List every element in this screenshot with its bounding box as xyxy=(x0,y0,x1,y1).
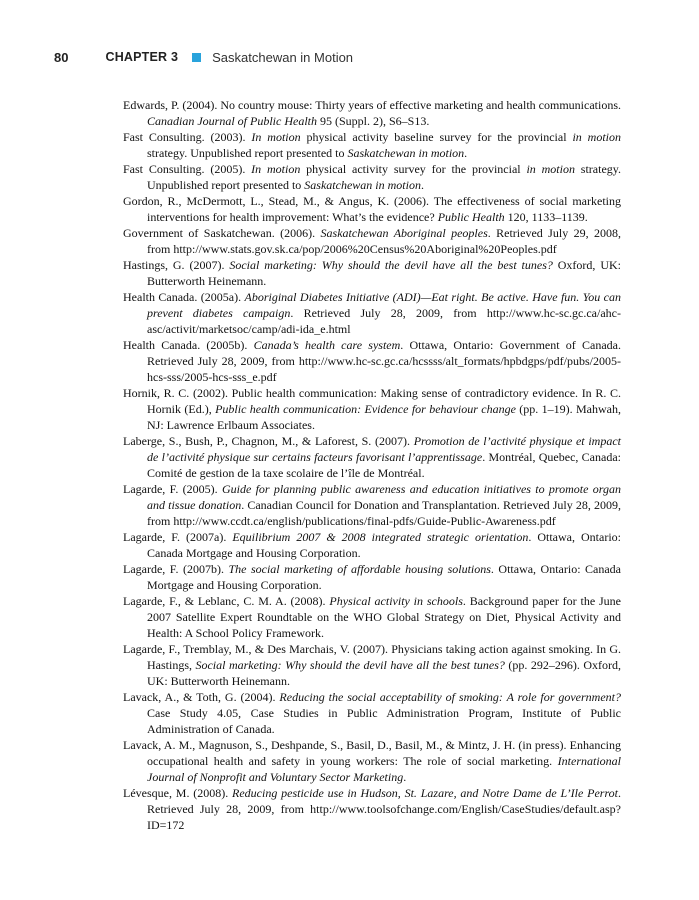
reference-text: . xyxy=(403,770,407,784)
reference-italic-text: Promotion de l’activité physique et impact de l’activité physique sur certains facteurs favorisant l’apprentissage xyxy=(147,434,621,464)
reference-text: Lavack, A., & Toth, G. (2004). xyxy=(123,690,280,704)
reference-entry xyxy=(123,289,621,337)
reference-text: Fast Consulting. (2003). xyxy=(123,130,252,144)
reference-text: Laberge, S., Bush, P., Chagnon, M., & Laforest, S. (2007). xyxy=(123,434,414,448)
reference-italic-text: International Journal of Nonprofit and Voluntary Sector Marketing xyxy=(147,754,621,784)
reference-entry xyxy=(123,97,621,129)
reference-text: 120, 1133–1139. xyxy=(504,210,588,224)
reference-italic-text: The social marketing of affordable housing solutions xyxy=(228,562,491,576)
reference-entry xyxy=(123,129,621,161)
reference-italic-text: Canada’s health care system xyxy=(253,338,401,352)
reference-text: . Ottawa, Ontario: Canada Mortgage and Housing Corporation. xyxy=(147,530,621,560)
reference-text: 95 (Suppl. 2), S6–S13. xyxy=(317,114,430,128)
reference-entry xyxy=(123,337,621,385)
reference-italic-text: Saskatchewan in motion xyxy=(304,178,421,192)
reference-text: . Ottawa, Ontario: Canada Mortgage and Housing Corporation. xyxy=(147,562,621,592)
reference-italic-text: Canadian Journal of Public Health xyxy=(147,114,317,128)
reference-entry xyxy=(123,689,621,737)
reference-entry xyxy=(123,481,621,529)
reference-entry xyxy=(123,385,621,433)
reference-entry xyxy=(123,529,621,561)
reference-text: physical activity survey for the provincial xyxy=(300,162,527,176)
reference-text: physical activity baseline survey for the provincial xyxy=(300,130,573,144)
reference-italic-text: Reducing the social acceptability of smoking: A role for government? xyxy=(279,690,622,704)
chapter-label: CHAPTER 3 xyxy=(105,50,179,64)
reference-list xyxy=(123,97,621,833)
reference-text: Fast Consulting. (2005). xyxy=(123,162,252,176)
reference-text: (pp. 1–19). Mahwah, NJ: Lawrence Erlbaum Associates. xyxy=(147,402,622,432)
reference-text: Oxford, UK: Butterworth Heinemann. xyxy=(147,258,621,288)
reference-entry xyxy=(123,433,621,481)
reference-italic-text: Equilibrium 2007 & 2008 integrated strategic orientation xyxy=(232,530,529,544)
reference-italic-text: Physical activity in schools xyxy=(329,594,463,608)
reference-text: Gordon, R., McDermott, L., Stead, M., & Angus, K. (2006). The effectiveness of social marketing interventions for health improvement: What’s the evidence? xyxy=(123,194,621,224)
reference-text: Lagarde, F. (2007b). xyxy=(123,562,229,576)
reference-text: . Retrieved July 28, 2009, from http://www.hc-sc.gc.ca/ahc-asc/activit/marketsoc/camp/adi-ida_e.html xyxy=(147,306,621,336)
reference-text: Hornik, R. C. (2002). Public health communication: Making sense of contradictory evidence. In R. C. Hornik (Ed.), xyxy=(123,386,621,416)
reference-italic-text: in motion xyxy=(526,162,575,176)
reference-entry xyxy=(123,641,621,689)
page-number: 80 xyxy=(54,49,69,65)
reference-italic-text: Public Health xyxy=(437,210,505,224)
reference-entry xyxy=(123,561,621,593)
reference-text: . Ottawa, Ontario: Government of Canada. Retrieved July 28, 2009, from http://www.hc-sc.gc.ca/hcssss/alt_formats/hpbdgps/pdf/pubs/2005-hcs-sss/2005-hcs-sss_e.pdf xyxy=(147,338,621,384)
reference-text: Lagarde, F. (2005). xyxy=(123,482,222,496)
reference-text: strategy. Unpublished report presented to xyxy=(147,162,621,192)
reference-text: Health Canada. (2005b). xyxy=(123,338,254,352)
reference-text: Case Study 4.05, Case Studies in Public Administration Program, Institute of Public Administration of Canada. xyxy=(147,706,621,736)
reference-text: . Canadian Council for Donation and Transplantation. Retrieved July 28, 2009, from http://www.ccdt.ca/english/publications/final-pdfs/Guide-Public-Awareness.pdf xyxy=(147,498,621,528)
reference-text: . xyxy=(420,178,424,192)
reference-text: . Retrieved July 29, 2008, from http://www.stats.gov.sk.ca/pop/2006%20Census%20Aboriginal%20Peoples.pdf xyxy=(147,226,621,256)
reference-text: strategy. Unpublished report presented to xyxy=(147,146,348,160)
reference-entry xyxy=(123,785,621,833)
reference-text: Lagarde, F., Tremblay, M., & Des Marchais, V. (2007). Physicians taking action against smoking. In G. Hastings, xyxy=(123,642,621,672)
reference-italic-text: Saskatchewan in motion xyxy=(347,146,465,160)
reference-italic-text: Guide for planning public awareness and education initiatives to promote organ and tissue donation xyxy=(147,482,621,512)
reference-text: . Background paper for the June 2007 Satellite Expert Roundtable on the WHO Global Strategy on Diet, Physical Activity and Health: A School Policy Framework. xyxy=(147,594,621,640)
reference-italic-text: Reducing pesticide use in Hudson, St. Lazare, and Notre Dame de L’Ile Perrot xyxy=(232,786,619,800)
reference-text: Hastings, G. (2007). xyxy=(123,258,230,272)
reference-italic-text: Saskatchewan Aboriginal peoples xyxy=(320,226,488,240)
reference-italic-text: Public health communication: Evidence for behaviour change xyxy=(215,402,516,416)
reference-entry xyxy=(123,737,621,785)
reference-text: Government of Saskatchewan. (2006). xyxy=(123,226,321,240)
reference-italic-text: In motion xyxy=(251,162,301,176)
reference-text: . Retrieved July 28, 2009, from http://www.toolsofchange.com/English/CaseStudies/default.asp?ID=172 xyxy=(147,786,622,832)
reference-italic-text: in motion xyxy=(572,130,622,144)
reference-italic-text: Aboriginal Diabetes Initiative (ADI)—Eat right. Be active. Have fun. You can prevent diabetes campaign xyxy=(147,290,621,320)
reference-entry xyxy=(123,193,621,225)
reference-italic-text: In motion xyxy=(251,130,301,144)
reference-text: Lavack, A. M., Magnuson, S., Deshpande, S., Basil, D., Basil, M., & Mintz, J. H. (in press). Enhancing occupational health and safety in young workers: The role of social marketing. xyxy=(123,738,621,768)
reference-entry xyxy=(123,593,621,641)
reference-entry xyxy=(123,257,621,289)
reference-text: Lévesque, M. (2008). xyxy=(123,786,233,800)
reference-text: Lagarde, F. (2007a). xyxy=(123,530,233,544)
section-title: Saskatchewan in Motion xyxy=(212,49,354,65)
reference-text: Health Canada. (2005a). xyxy=(123,290,245,304)
reference-italic-text: Social marketing: Why should the devil have all the best tunes? xyxy=(195,658,505,672)
reference-italic-text: Social marketing: Why should the devil have all the best tunes? xyxy=(229,258,553,272)
reference-entry xyxy=(123,161,621,193)
reference-text: Lagarde, F., & Leblanc, C. M. A. (2008). xyxy=(123,594,330,608)
chapter-marker-square xyxy=(192,53,201,62)
reference-text: Edwards, P. (2004). No country mouse: Thirty years of effective marketing and health communications. xyxy=(123,98,621,112)
reference-text: . xyxy=(464,146,468,160)
reference-text: (pp. 292–296). Oxford, UK: Butterworth Heinemann. xyxy=(147,658,622,688)
page-header xyxy=(54,47,659,67)
reference-text: . Montréal, Quebec, Canada: Comité de gestion de la taxe scolaire de l’île de Montréal. xyxy=(147,450,621,480)
reference-entry xyxy=(123,225,621,257)
